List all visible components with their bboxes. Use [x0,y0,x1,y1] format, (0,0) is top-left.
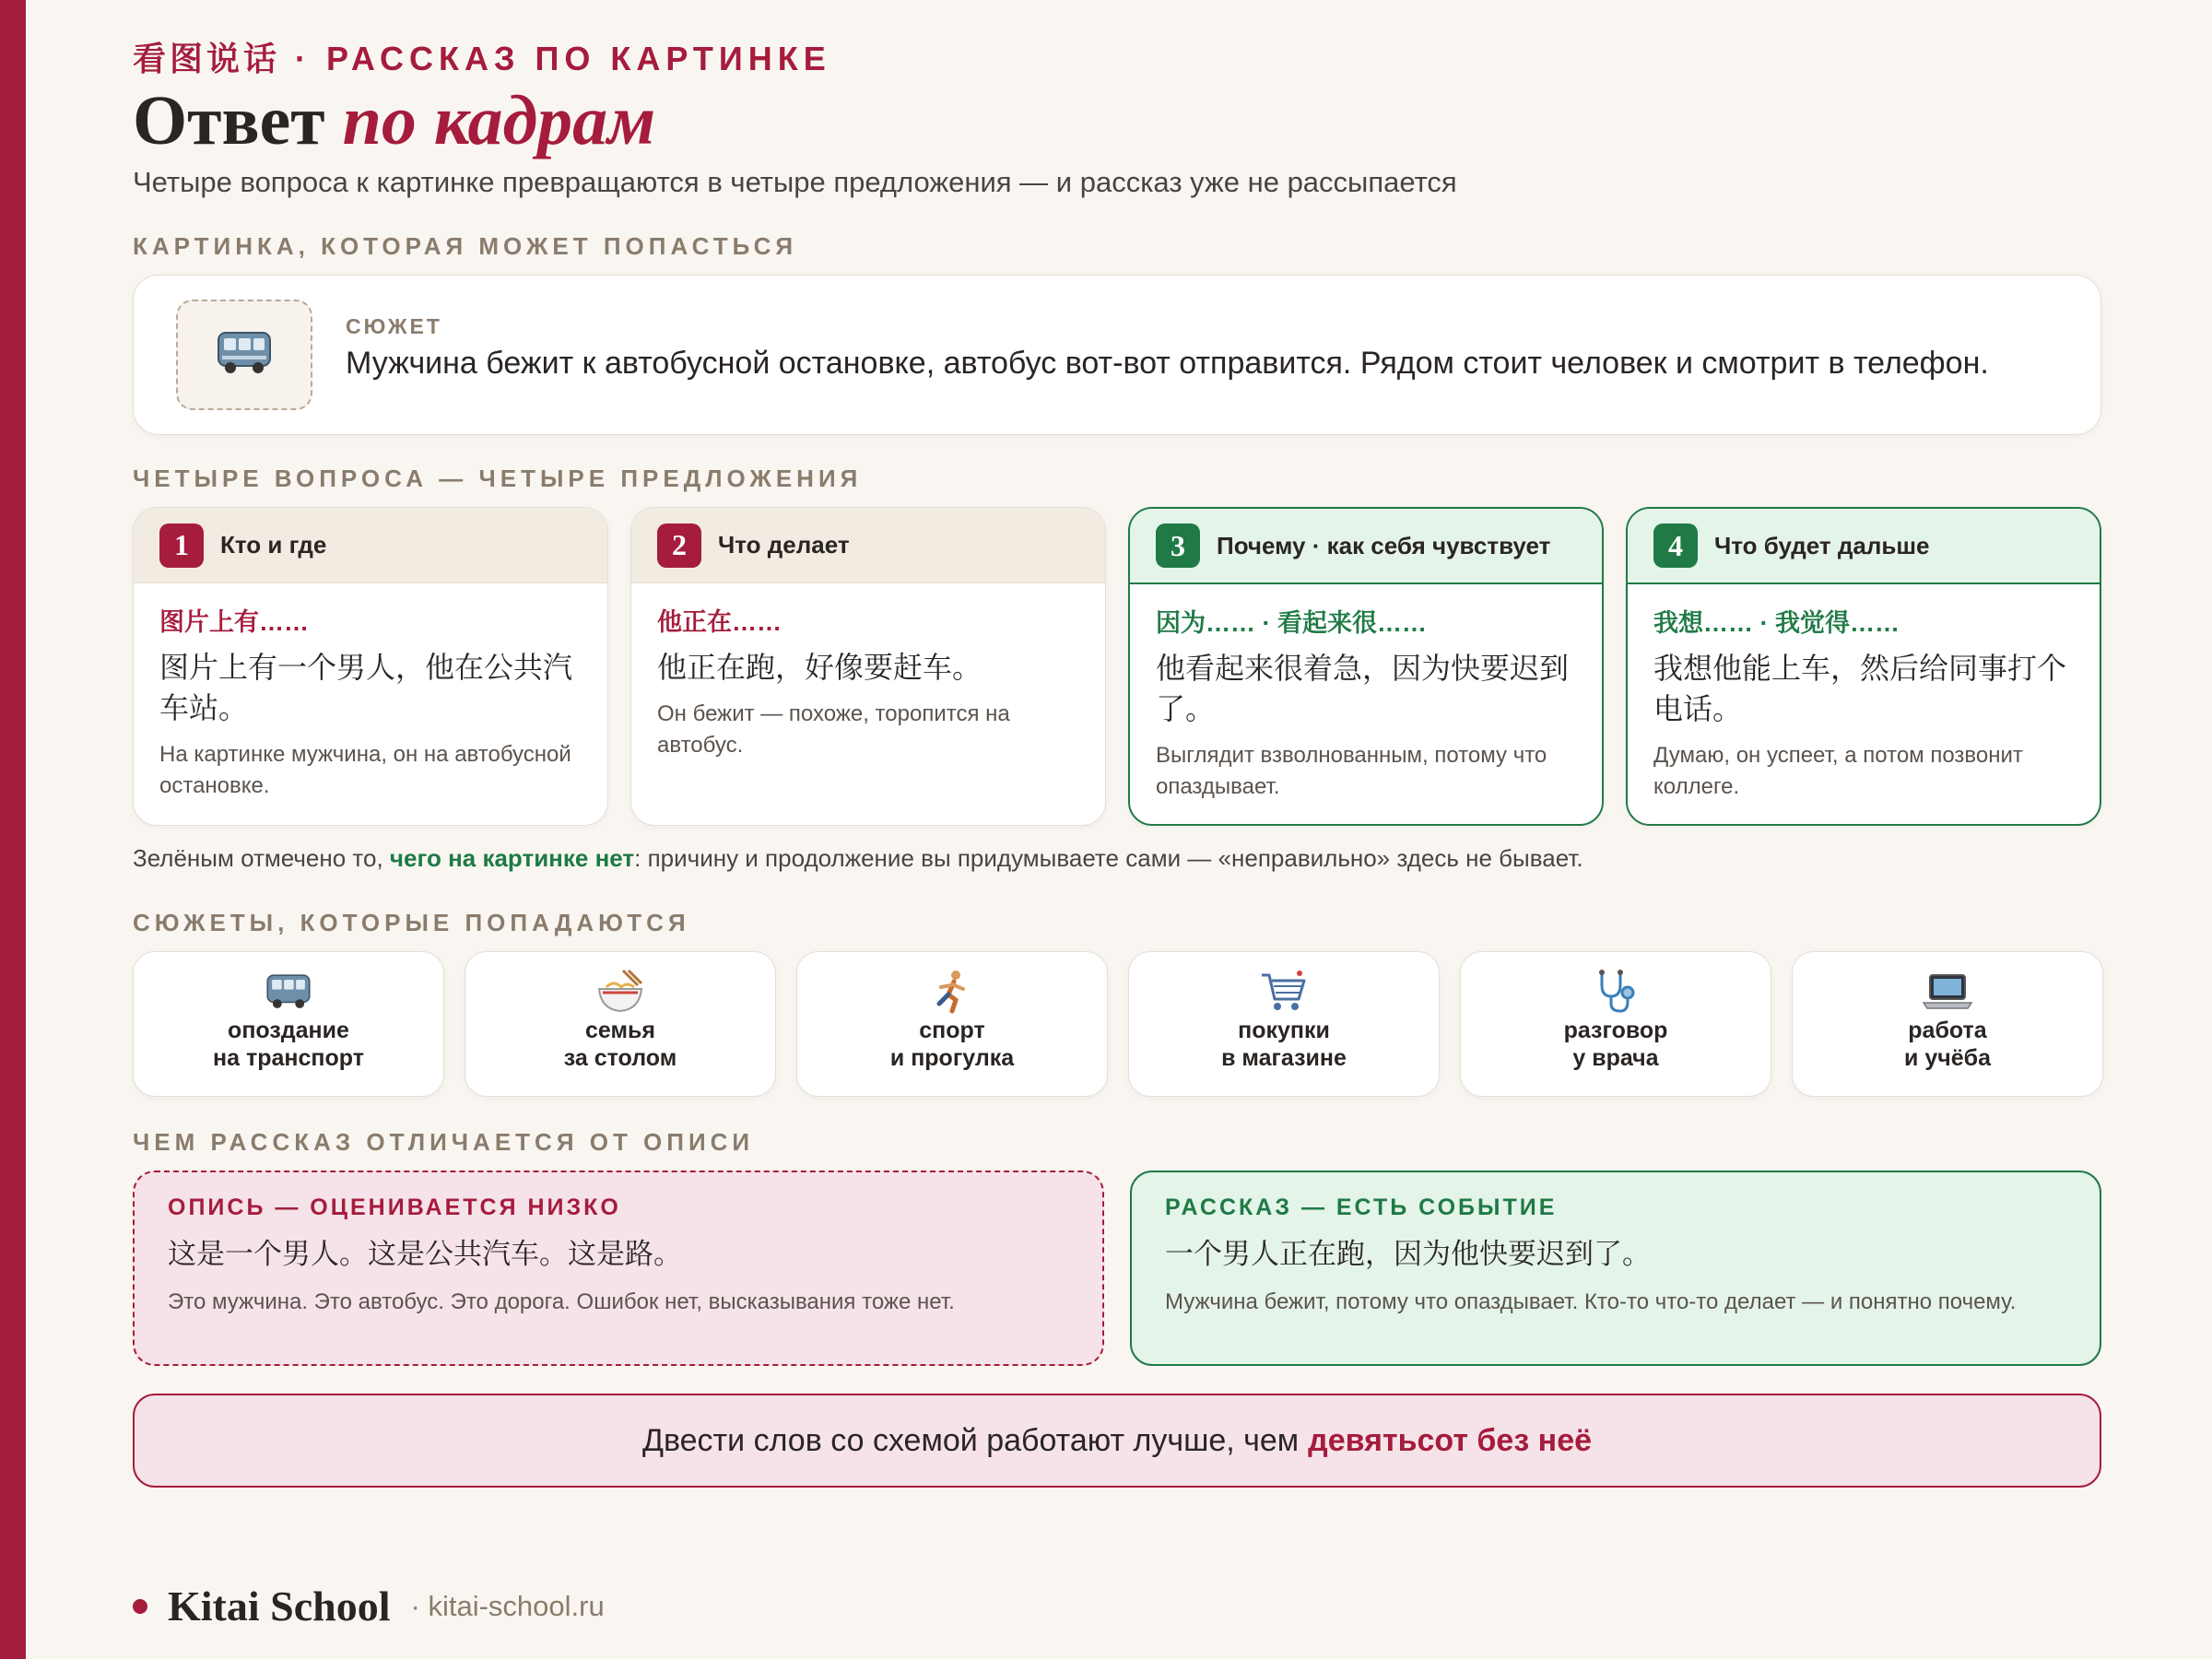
question-example-ru: Выглядит взволнованным, потому что опаздывает. [1156,743,1547,799]
topic-line1: опоздание [228,1018,349,1043]
story-zh: 一个男人正在跑，因为他快要迟到了。 [1165,1238,1651,1270]
question-number-badge: 4 [1653,524,1698,568]
runner-icon [797,967,1107,1017]
topic-card [133,951,444,1097]
topic-line2: и прогулка [889,1045,1015,1071]
question-example-ru: Он бежит — похоже, торопится на автобус. [657,701,1010,758]
story-ru: Мужчина бежит, потому что опаздывает. Кто-то что-то делает — и понятно почему. [1165,1289,2017,1314]
question-header [631,508,1105,583]
question-title: Что делает [718,531,850,559]
kicker-ru: РАССКАЗ ПО КАРТИНКЕ [326,40,831,77]
stethoscope-icon [1461,967,1771,1017]
kicker [133,33,831,80]
question-title: Что будет дальше [1714,531,1930,559]
topic-card [796,951,1108,1097]
section-label-questions: ЧЕТЫРЕ ВОПРОСА — ЧЕТЫРЕ ПРЕДЛОЖЕНИЯ [133,465,863,492]
topic-line1: покупки [1238,1018,1330,1043]
plot-label: СЮЖЕТ [346,314,442,338]
question-number-badge: 1 [159,524,204,568]
question-title: Почему · как себя чувствует [1217,531,1551,559]
question-number-badge: 3 [1156,524,1200,568]
question-title: Кто и где [220,531,327,559]
question-example-ru: На картинке мужчина, он на автобусной остановке. [159,742,571,798]
topic-card [1128,951,1440,1097]
topic-card [1460,951,1771,1097]
question-card-3 [1128,507,1604,826]
story-example-card [1130,1171,2101,1366]
page-title [133,81,655,161]
question-pattern: 图片上有…… [159,608,309,636]
page-subtitle: Четыре вопроса к картинке превращаются в четыре предложения — и рассказ уже не рассыпается [133,166,1457,198]
section-label-compare: ЧЕМ РАССКАЗ ОТЛИЧАЕТСЯ ОТ ОПИСИ [133,1128,755,1156]
kicker-separator: · [295,40,312,77]
question-example-zh: 他看起来很着急，因为快要迟到了。 [1156,652,1570,725]
topic-card [1792,951,2103,1097]
question-card-1 [133,507,608,826]
kicker-zh: 看图说话 [133,40,281,77]
question-example-zh: 图片上有一个男人，他在公共汽车站。 [159,651,573,724]
bus-icon [134,967,443,1017]
topic-line1: семья [585,1018,655,1043]
topic-line1: работа [1908,1018,1987,1043]
laptop-icon [1793,967,2102,1017]
topic-line2: у врача [1572,1045,1659,1071]
question-header [1628,509,2100,584]
plot-picture-placeholder [176,300,312,410]
question-pattern: 他正在…… [657,608,782,636]
note-text-bold: чего на картинке нет [389,844,635,872]
topic-line2: за столом [563,1045,677,1071]
question-example-zh: 我想他能上车，然后给同事打个电话。 [1653,652,2067,725]
question-number-badge: 2 [657,524,701,568]
accent-sidebar-stripe [0,0,26,1659]
topic-card [465,951,776,1097]
bus-icon [215,329,274,382]
shopping-cart-icon [1129,967,1439,1017]
conclusion-banner [133,1394,2101,1488]
question-card-2 [630,507,1106,826]
question-pattern: 因为…… · 看起来很…… [1156,609,1427,637]
inventory-example-card [133,1171,1104,1366]
title-main: Ответ [133,82,325,159]
noodle-bowl-icon [465,967,775,1017]
inventory-label: ОПИСЬ — ОЦЕНИВАЕТСЯ НИЗКО [168,1194,621,1220]
plot-card [133,275,2101,435]
plot-text: Мужчина бежит к автобусной остановке, автобус вот-вот отправится. Рядом стоит человек и смотрит в телефон. [346,346,1989,381]
inventory-zh: 这是一个男人。这是公共汽车。这是路。 [168,1238,682,1270]
question-header [134,508,607,583]
topic-line2: на транспорт [213,1045,364,1071]
question-card-4 [1626,507,2101,826]
question-pattern: 我想…… · 我觉得…… [1653,609,1900,637]
story-label: РАССКАЗ — ЕСТЬ СОБЫТИЕ [1165,1194,1558,1220]
topic-line2: в магазине [1221,1045,1347,1071]
question-header [1130,509,1602,584]
section-label-topics: СЮЖЕТЫ, КОТОРЫЕ ПОПАДАЮТСЯ [133,909,690,936]
section-label-picture: КАРТИНКА, КОТОРАЯ МОЖЕТ ПОПАСТЬСЯ [133,232,798,260]
question-example-zh: 他正在跑，好像要赶车。 [657,651,982,684]
question-example-ru: Думаю, он успеет, а потом позвонит коллеге. [1653,743,2023,799]
inventory-ru: Это мужчина. Это автобус. Это дорога. Ошибок нет, высказывания тоже нет. [168,1289,955,1314]
brand-dot-icon [133,1599,147,1614]
green-note [133,844,1583,873]
title-accent: по кадрам [342,82,656,159]
topic-line1: разговор [1563,1018,1668,1043]
banner-text: Двести слов со схемой работают лучше, чем [641,1422,1300,1458]
note-text-before: Зелёным отмечено то, [133,844,390,872]
note-text-after: : причину и продолжение вы придумываете сами — «неправильно» здесь не бывает. [634,844,1583,872]
footer-brand: Kitai School [168,1583,391,1630]
topic-line1: спорт [919,1018,985,1043]
footer-url[interactable]: · kitai-school.ru [410,1589,605,1622]
topic-line2: и учёба [1904,1045,1991,1071]
footer [133,1582,605,1630]
banner-accent: девятьсот без неё [1308,1422,1593,1458]
